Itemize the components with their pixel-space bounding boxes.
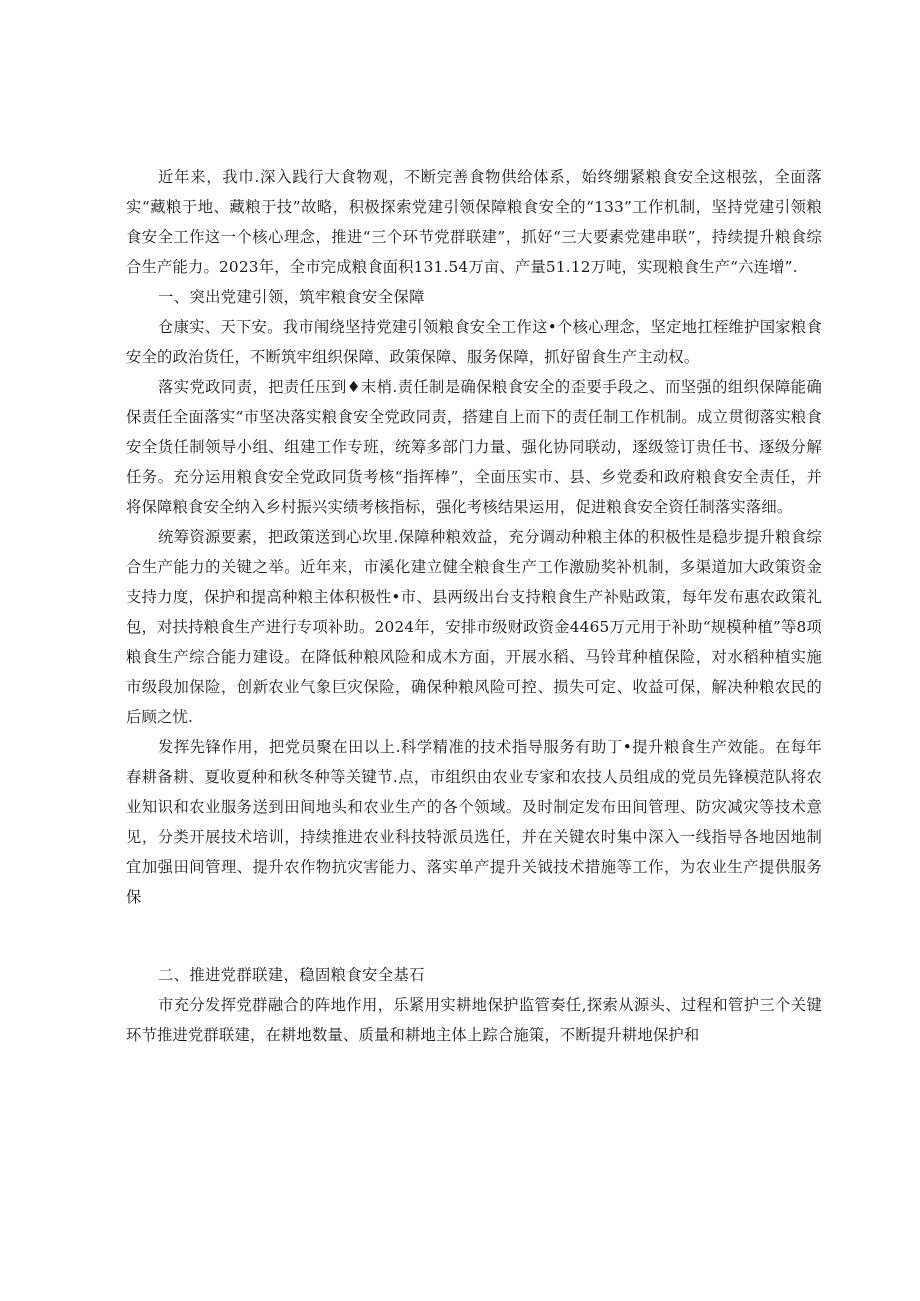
intro-paragraph: 近年来，我巾.深入践行大食物观，不断完善食物供给体系，始终绷紧粮食安全这根弦，全面落实“藏粮于地、藏粮于技”故略，积极探索党建引领保障粮食安全的“133”工作机制，坚持党建引领粮食安全工作这一个核心理念，推进“三个环节党群联建”，抓好“三大要素党建串联”，持续提升粮食综合生产能力。2023年，全市完成粮食面积131.54万亩、产量51.12万吨，实现粮食生产“六连增”. xyxy=(126,168,822,276)
body-paragraph: 市充分发挥党群融合的阵地作用，乐紧用实耕地保护监管奏任,探索从源头、过程和管护三个关键环节推进党群联建，在耕地数量、质量和耕地主体上踪合施策，不断提升耕地保护和 xyxy=(126,996,822,1044)
section-heading-1: 一、突出党建引领，筑牢粮食安全保障 xyxy=(158,288,425,306)
body-paragraph: 统筹资源要素，把政策送到心坎里.保障种粮效益，充分调动种粮主体的积极性是稳步提升粮食综合生产能力的关键之举。近年来，市溪化建立健全粮食生产工作激励奖补机制，多渠道加大政策资金支持力度，保护和提高种粮主体积极性•市、县两级出台支持粮食生产补贴政策，每年发布惠农政策礼包，对扶持粮食生产进行专项补助。2024年，安排市级财政资金4465万元用于补助“规模种植”等8项粮食生产综合能力建设。在降低种粮风险和成木方面，开展水稻、马铃茸种植保险，对水稻种植实施市级段加保险，创新农业气象巨灾保险，确保种粮风险可控、损失可定、收益可保，解决种粮农民的后顾之忧. xyxy=(126,528,822,726)
body-paragraph: 仓康实、天下安。我市闱绕坚持党建引领粮食安全工作这•个核心理念，坚定地扛桎维护国家粮食安全的政治货任，不断筑牢组织保障、政策保障、服务保障，抓好留食生产主动权。 xyxy=(126,318,822,366)
paragraph-gap xyxy=(126,912,822,960)
body-paragraph: 发挥先锋作用，把党员聚在田以上.科学精准的技术指导服务有助丁•提升粮食生产效能。在每年春耕备耕、夏收夏种和秋冬种等关键节.点，市组织由农业专家和农技人员组成的党员先锋模范队将农业知识和农业服务送到田间地头和农业生产的各个领域。及时制定发布田间管理、防灾减灾等技术意见，分类开展技术培训，持续推进农业科技特派员选任，并在关键农时集中深入一线指导各地因地制宜加强田间管理、提升农作物抗灾害能力、落实单产提升关钺技术措施等工作，为农业生产提供服务保 xyxy=(126,738,822,906)
document-body xyxy=(126,162,822,1050)
body-paragraph: 落实党政同责，把责任压到♦末梢.责任制是确保粮食安全的歪要手段之、而坚强的组织保障能确保责任全面落实“市坚决落实粮食安全党政同责，搭建自上而下的责任制工作机制。成立贯彻落实粮食安全货任制领导小组、组建工作专班，统筹多部门力量、强化协同联动，逐级签订贵任书、逐级分解任务。充分运用粮食安全党政同货考核“指挥棒”，全面压实市、县、乡党委和政府粮食安全责任，并将保障粮食安全纳入乡村振兴实绩考核指标，强化考核结果运用，促进粮食安全资任制落实落细。 xyxy=(126,378,822,516)
section-heading-2: 二、推进党群联建，稳固粮食安全基石 xyxy=(158,966,425,984)
